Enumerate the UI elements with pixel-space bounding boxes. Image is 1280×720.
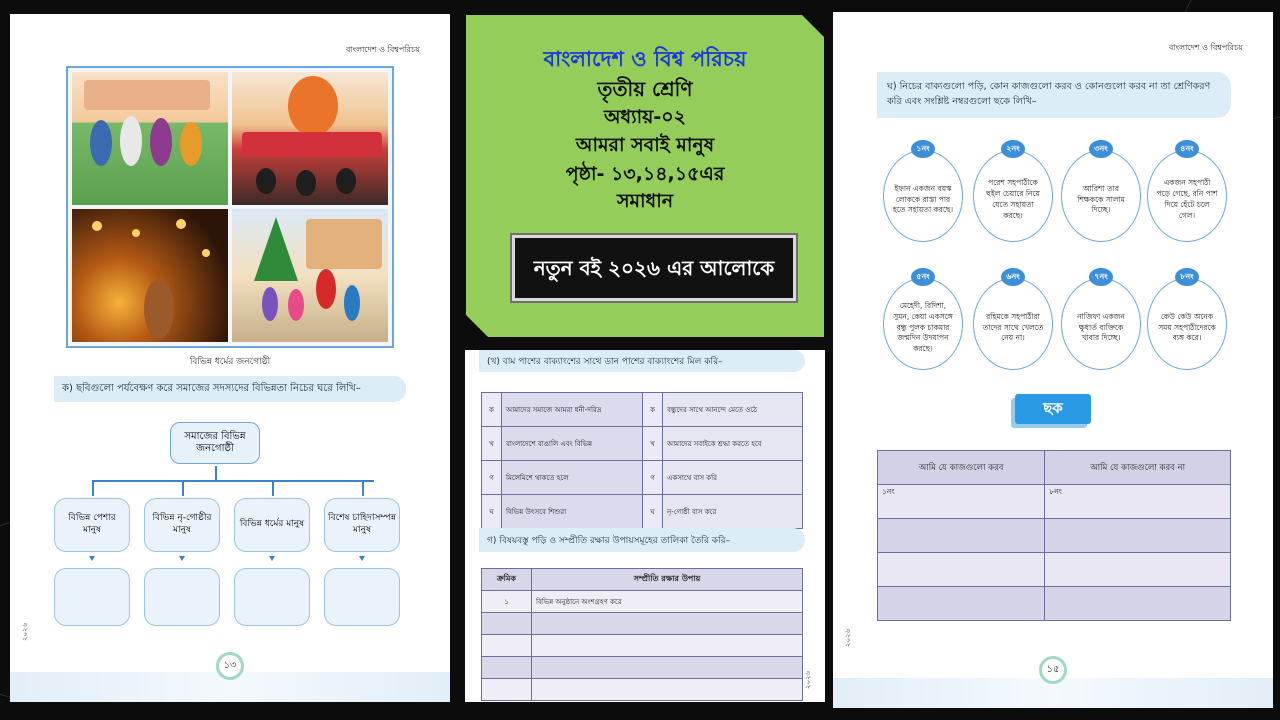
table-row xyxy=(482,495,803,529)
table-row xyxy=(482,657,803,679)
will-not-do-cell[interactable] xyxy=(1045,519,1231,553)
scenario-number-badge: ৬নং xyxy=(1001,268,1025,286)
serial-cell xyxy=(482,635,532,657)
scenario-circle-8 xyxy=(1147,278,1227,370)
activity-ga-instruction: গ) বিষয়বস্তু পড়ি ও সম্প্রীতি রক্ষার উপায়সমূহের তালিকা তৈরি করি– xyxy=(479,528,805,552)
answer-box[interactable] xyxy=(324,568,400,626)
table-row xyxy=(482,591,803,613)
left-phrase: বিভিন্ন উৎসবে শিশুরা xyxy=(502,495,643,529)
arrow-down-icon xyxy=(269,556,275,561)
video-title-card xyxy=(466,15,824,337)
pages-label: পৃষ্ঠা- ১৩,১৪,১৫এর xyxy=(565,163,725,185)
tree-connector xyxy=(92,480,94,496)
tree-connector xyxy=(215,466,217,480)
chapter-title: আমরা সবাই মানুষ xyxy=(575,134,715,156)
right-phrase: একসাথে বাস করি xyxy=(663,461,803,495)
eid-celebration-photo xyxy=(72,72,228,205)
left-phrase: আমাদের সমাজে আমরা ধনী-দরিদ্র xyxy=(502,393,643,427)
scenario-circle-6 xyxy=(973,278,1053,370)
left-phrase: মিলেমিশে থাকতে হলে xyxy=(502,461,643,495)
scenario-text: নাজিফা একজন ক্ষুধার্ত ব্যক্তিকে খাবার দিচ্ছে। xyxy=(1077,311,1125,343)
table-row xyxy=(482,635,803,657)
scenario-text: কেউ কেউ অনেক সময় সহপাঠীদেরকে ব্যঙ্গ করে। xyxy=(1158,311,1216,343)
row-letter: গ xyxy=(643,461,663,495)
row-letter: ঘ xyxy=(482,495,502,529)
scenario-number-badge: ৭নং xyxy=(1089,268,1113,286)
row-letter: ক xyxy=(643,393,663,427)
scenario-text: পরেশ সহপাঠীকে হুইল চেয়ারে নিয়ে যেতে সহায়তা করছে। xyxy=(986,178,1040,220)
right-phrase: আমাদের সবাইকে শ্রদ্ধা করতে হবে xyxy=(663,427,803,461)
christmas-celebration-photo xyxy=(232,209,388,342)
table-row xyxy=(878,587,1231,621)
scenario-text: রহিমকে সহপাঠীরা তাদের সাথে খেলতে নেয় না। xyxy=(982,311,1044,343)
scenario-circle-7 xyxy=(1061,278,1141,370)
side-year-mark: ২০২৬ xyxy=(844,628,853,648)
way-cell[interactable] xyxy=(532,679,803,701)
textbook-page-14 xyxy=(465,350,825,702)
do-dont-table xyxy=(877,450,1231,621)
scenario-circle-4 xyxy=(1147,150,1227,242)
will-do-cell[interactable] xyxy=(878,553,1045,587)
serial-cell xyxy=(482,679,532,701)
column-header-will-do: আমি যে কাজগুলো করব xyxy=(878,451,1045,485)
scenario-number-badge: ৫নং xyxy=(911,268,935,286)
class-label: তৃতীয় শ্রেণি xyxy=(597,77,693,101)
tree-node-religion: বিভিন্ন ধর্মের মানুষ xyxy=(234,498,310,552)
table-row xyxy=(482,679,803,701)
column-header-will-not-do: আমি যে কাজগুলো করব না xyxy=(1045,451,1231,485)
table-row xyxy=(482,613,803,635)
tree-node-profession: বিভিন্ন পেশার মানুষ xyxy=(54,498,130,552)
tree-connector xyxy=(362,480,364,496)
scenario-circle-1 xyxy=(883,150,963,242)
activity-kha-instruction: (খ) বাম পাশের বাক্যাংশের সাথে ডান পাশের বাক্যাংশের মিল করি– xyxy=(479,350,805,372)
running-header: বাংলাদেশ ও বিশ্বপরিচয় xyxy=(1168,43,1243,52)
scenario-circle-3 xyxy=(1061,150,1141,242)
will-do-cell[interactable] xyxy=(878,587,1045,621)
arrow-down-icon xyxy=(89,556,95,561)
serial-cell xyxy=(482,613,532,635)
scenario-text: ইফান একজন বয়স্ক লোককে রাস্তা পার হতে সহায়তা করছে। xyxy=(892,183,954,215)
scenario-number-badge: ৮নং xyxy=(1175,268,1199,286)
will-not-do-cell[interactable] xyxy=(1045,553,1231,587)
row-letter: গ xyxy=(482,461,502,495)
scenario-text: মেহেদী, রিদিশা, সুমন, কেয়া একসঙ্গে বন্ধু পুলক চাকমার জন্মদিন উদযাপন করছে। xyxy=(893,300,953,354)
scenario-number-badge: ৩নং xyxy=(1089,140,1113,158)
tree-connector xyxy=(272,480,274,496)
left-phrase: বাংলাদেশে বাঙালি এবং বিভিন্ন xyxy=(502,427,643,461)
will-do-cell[interactable]: ১নং xyxy=(878,485,1045,519)
row-letter: ঘ xyxy=(643,495,663,529)
table-header-row xyxy=(482,569,803,591)
scenario-text: আরিশা তার শিক্ষককে সালাম দিচ্ছে। xyxy=(1077,183,1125,215)
arrow-down-icon xyxy=(179,556,185,561)
table-row xyxy=(482,393,803,427)
textbook-page-15 xyxy=(833,12,1273,708)
row-letter: খ xyxy=(482,427,502,461)
will-not-do-cell[interactable] xyxy=(1045,587,1231,621)
right-phrase: নৃ-গোষ্ঠী বাস করে xyxy=(663,495,803,529)
tree-connector xyxy=(182,480,184,496)
activity-ka-instruction: ক) ছবিগুলো পর্যবেক্ষণ করে সমাজের সদস্যদের বিভিন্নতা নিচের ঘরে লিখি– xyxy=(54,376,406,402)
page-number: ১৩ xyxy=(216,652,244,680)
answer-box[interactable] xyxy=(144,568,220,626)
answer-box[interactable] xyxy=(234,568,310,626)
tree-connector xyxy=(92,480,374,482)
right-phrase: বন্ধুদের সাথে আনন্দে মেতে ওঠে xyxy=(663,393,803,427)
table-row xyxy=(482,427,803,461)
arrow-down-icon xyxy=(359,556,365,561)
new-book-banner: নতুন বই ২০২৬ এর আলোকে xyxy=(512,235,796,301)
subject-title: বাংলাদেশ ও বিশ্ব পরিচয় xyxy=(543,47,747,71)
textbook-page-13 xyxy=(10,14,450,702)
scenario-text: একজন সহপাঠী পড়ে গেছে, রনি পাশ দিয়ে হেঁটে চলে গেল। xyxy=(1156,178,1218,220)
scenario-circle-2 xyxy=(973,150,1053,242)
column-header-serial: ক্রমিক xyxy=(482,569,532,591)
scenario-number-badge: ২নং xyxy=(1001,140,1025,158)
solution-label: সমাধান xyxy=(616,190,674,212)
will-do-cell[interactable] xyxy=(878,519,1045,553)
tree-node-ethnic: বিভিন্ন নৃ-গোষ্ঠীর মানুষ xyxy=(144,498,220,552)
harmony-list-table xyxy=(481,568,803,701)
row-letter: খ xyxy=(643,427,663,461)
matching-table xyxy=(481,392,803,529)
scenario-circle-5 xyxy=(883,278,963,370)
table-row xyxy=(482,461,803,495)
table-row xyxy=(878,553,1231,587)
lantern-festival-photo xyxy=(72,209,228,342)
photo-caption: বিভিন্ন ধর্মের জনগোষ্ঠী xyxy=(189,357,271,367)
chapter-label: অধ্যায়-০২ xyxy=(604,106,686,128)
scenario-number-badge: ৪নং xyxy=(1175,140,1199,158)
scenario-number-badge: ১নং xyxy=(911,140,935,158)
activity-gha-instruction: ঘ) নিচের বাক্যগুলো পড়ি, কোন কাজগুলো করব ও কোনগুলো করব না তা শ্রেণিকরণ করি এবং সংশ্লিষ্ট নম্বরগুলো ছকে লিখি– xyxy=(877,72,1231,118)
way-cell: বিভিন্ন অনুষ্ঠানে অংশগ্রহণ করে xyxy=(532,591,803,613)
column-header-ways: সম্প্রীতি রক্ষার উপায় xyxy=(532,569,803,591)
page-number: ১৫ xyxy=(1039,656,1067,684)
serial-cell xyxy=(482,657,532,679)
row-letter: ক xyxy=(482,393,502,427)
serial-cell: ১ xyxy=(482,591,532,613)
answer-box[interactable] xyxy=(54,568,130,626)
running-header: বাংলাদেশ ও বিশ্বপরিচয় xyxy=(345,45,420,54)
will-not-do-cell[interactable]: ৮নং xyxy=(1045,485,1231,519)
table-header-row xyxy=(878,451,1231,485)
chart-label-pill: ছক xyxy=(1015,394,1091,424)
side-year-mark: ২০২৬ xyxy=(21,622,30,642)
puja-celebration-photo xyxy=(232,72,388,205)
way-cell[interactable] xyxy=(532,657,803,679)
way-cell[interactable] xyxy=(532,613,803,635)
side-year-mark: ২০২৬ xyxy=(804,670,813,690)
religious-communities-photo-grid xyxy=(66,66,394,348)
way-cell[interactable] xyxy=(532,635,803,657)
tree-node-special-needs: বিশেষ চাহিদাসম্পন্ন মানুষ xyxy=(324,498,400,552)
table-row xyxy=(878,519,1231,553)
table-row xyxy=(878,485,1231,519)
tree-root-node: সমাজের বিভিন্ন জনগোষ্ঠী xyxy=(170,422,260,464)
